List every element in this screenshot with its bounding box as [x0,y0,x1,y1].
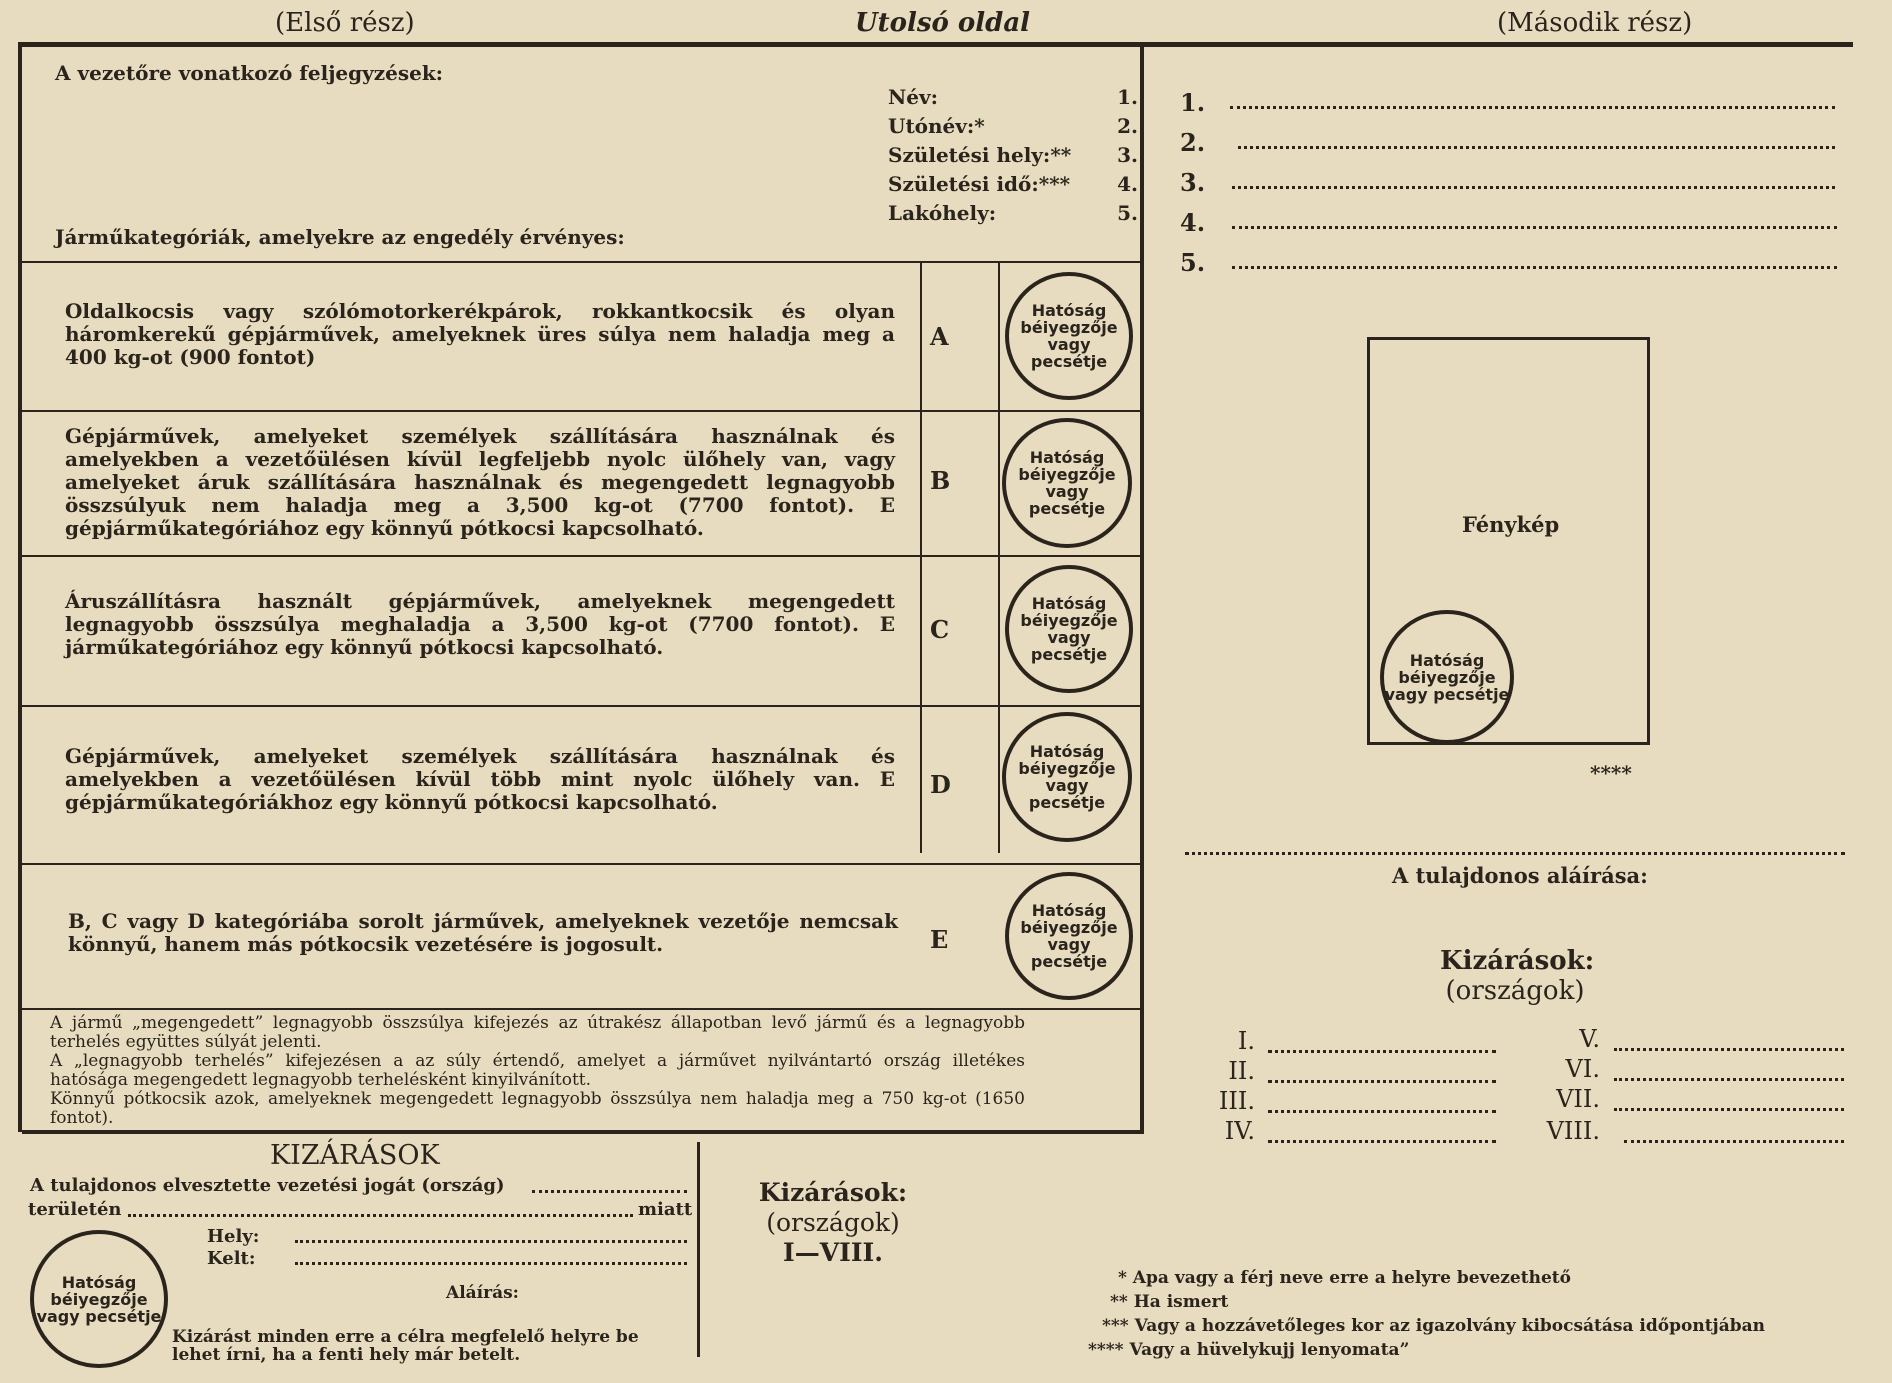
rule [22,555,1140,557]
dotted-line [295,1240,687,1243]
exclusions-note: Kizárást minden erre a célra megfelelő helyre be lehet írni, ha a fenti hely már betelt. [172,1327,639,1365]
exclusion-roman: VII. [1556,1085,1600,1113]
line-number: 1. [1180,88,1206,117]
exclusion-roman: II. [1228,1057,1255,1085]
exclusions-mid: Kizárások: (országok) I—VIII. [758,1178,908,1267]
field-row: Lakóhely: 5. [888,201,1138,225]
category-letter-b: B [930,466,951,495]
authority-stamp: Hatóság béiyegzője vagy pecsétje [1005,565,1133,693]
authority-stamp: Hatóság béiyegzője vagy pecsétje [1005,272,1133,400]
dotted-line [1614,1078,1844,1081]
exclusion-roman: VIII. [1546,1117,1600,1145]
categories-title: Járműkategóriák, amelyekre az engedély érvényes: [55,225,625,249]
category-text-e: B, C vagy D kategóriába sorolt járművek, amelyeknek vezetője nemcsak könnyű, hanem más pótkocsik vezetésére is jogosult. [68,909,898,956]
exclusion-roman: III. [1218,1087,1255,1115]
dotted-line [1268,1050,1496,1053]
category-text-b: Gépjárművek, amelyeket személyek szállítására használnak és amelyekben a vezetőülésen kívül legfeljebb nyolc ülőhely van, vagy amelyeket áruk szállítására használnak és megengedett legnagyobb összsúlyuk nem haladja meg a 3,500 kg-ot (7700 fontot). E gépjárműkategóriához egy könnyű pótkocsi kapcsolható. [65,424,895,540]
driver-fields [888,86,1138,231]
exclusion-roman: IV. [1224,1117,1255,1145]
dotted-line [295,1262,687,1265]
dotted-line [1268,1080,1496,1083]
exclusion-roman: VI. [1565,1055,1600,1083]
col-rule [697,1142,700,1357]
dotted-line [1232,266,1837,269]
panel-right-border [1140,47,1144,1132]
exclusions-line1: A tulajdonos elvesztette vezetési jogát (ország) [30,1175,505,1196]
authority-stamp: Hatóság béiyegzője vagy pecsétje [1002,712,1132,842]
header-center: Utolsó oldal [855,8,1031,38]
authority-stamp: Hatóság béiyegzője vagy pecsétje [30,1230,168,1368]
field-row: Név: 1. [888,85,1138,109]
header-right: (Második rész) [1497,8,1693,38]
col-rule [998,263,1000,853]
col-rule [920,263,922,853]
driver-title: A vezetőre vonatkozó feljegyzések: [55,61,444,85]
owner-signature-label: A tulajdonos aláírása: [1392,863,1648,888]
exclusion-roman: V. [1579,1025,1600,1053]
notes: * Apa vagy a férj neve erre a helyre bevezethető ** Ha ismert *** Vagy a hozzávetőleges kor az igazolvány kibocsátása időpontjában **** Vagy a hüvelykujj lenyomata” [1088,1268,1765,1360]
footnote: A jármű „megengedett” legnagyobb összsúlya kifejezés az útrakész állapotban levő jármű és a legnagyobb terhelés együttes súlyát jelenti. A „legnagyobb terhelés” kifejezésen a az súly értendő, amelyet a járművet nyilvántartó ország illetékes hatósága megengedett legnagyobb terhelésként kinyilvánított. Könnyű pótkocsik azok, amelyeknek megengedett legnagyobb összsúlya nem haladja meg a 750 kg-ot (1650 fontot). [50,1013,1025,1128]
date-label: Kelt: [207,1248,256,1269]
signature-label: Aláírás: [446,1283,519,1303]
category-text-d: Gépjárművek, amelyeket személyek szállítására használnak és amelyekben a vezetőülésen kívül több mint nyolc ülőhely van. E gépjárműkategóriákhoz egy könnyű pótkocsi kapcsolható. [65,744,895,814]
dotted-line [1185,852,1845,855]
dotted-line [1232,186,1835,189]
exclusion-roman: I. [1237,1027,1255,1055]
field-row: Születési idő:*** 4. [888,172,1138,196]
photo-label: Fénykép [1462,512,1560,537]
top-rule [18,42,1853,47]
place-label: Hely: [207,1226,260,1247]
rule [22,410,1140,412]
category-letter-d: D [930,770,951,799]
dotted-line [1614,1048,1844,1051]
category-letter-c: C [930,615,950,644]
dotted-line [1614,1108,1844,1111]
rule [22,1008,1140,1010]
dotted-line [128,1214,633,1217]
dotted-line [532,1190,687,1193]
dotted-line [1268,1110,1496,1113]
dotted-line [1624,1140,1844,1143]
dotted-line [1268,1140,1496,1143]
dotted-line [1238,146,1835,149]
field-row: Utónév:* 2. [888,114,1138,138]
dotted-line [1232,226,1837,229]
exclusions-line2-end: miatt [638,1199,693,1220]
rule [22,1130,1144,1134]
line-number: 5. [1180,248,1206,277]
category-letter-a: A [930,322,949,351]
exclusions-line2-start: területén [28,1199,122,1220]
category-letter-e: E [930,925,949,954]
photo-mark: **** [1590,761,1632,785]
rule [22,863,1140,865]
rule [22,705,1140,707]
line-number: 2. [1180,128,1206,157]
header-left: (Első rész) [275,8,415,38]
exclusions-title: KIZÁRÁSOK [270,1140,440,1171]
line-number: 3. [1180,168,1206,197]
left-border [18,47,22,1132]
authority-stamp: Hatóság béiyegzője vagy pecsétje [1380,610,1514,744]
category-text-c: Áruszállításra használt gépjárművek, amelyeknek megengedett legnagyobb összsúlya meghaladja a 3,500 kg-ot (7700 fontot). E járműkategóriához egy könnyű pótkocsi kapcsolható. [65,589,895,659]
authority-stamp: Hatóság béiyegzője vagy pecsétje [1005,872,1133,1000]
exclusions-right-title: Kizárások: (országok) [1440,946,1595,1006]
category-text-a: Oldalkocsis vagy szólómotorkerékpárok, rokkantkocsik és olyan háromkerekű gépjárművek, amelyeknek üres súlya nem haladja meg a 400 kg-ot (900 fontot) [65,299,895,369]
line-number: 4. [1180,208,1206,237]
rule [22,261,1140,263]
authority-stamp: Hatóság béiyegzője vagy pecsétje [1002,418,1132,548]
dotted-line [1230,106,1835,109]
field-row: Születési hely:** 3. [888,143,1138,167]
